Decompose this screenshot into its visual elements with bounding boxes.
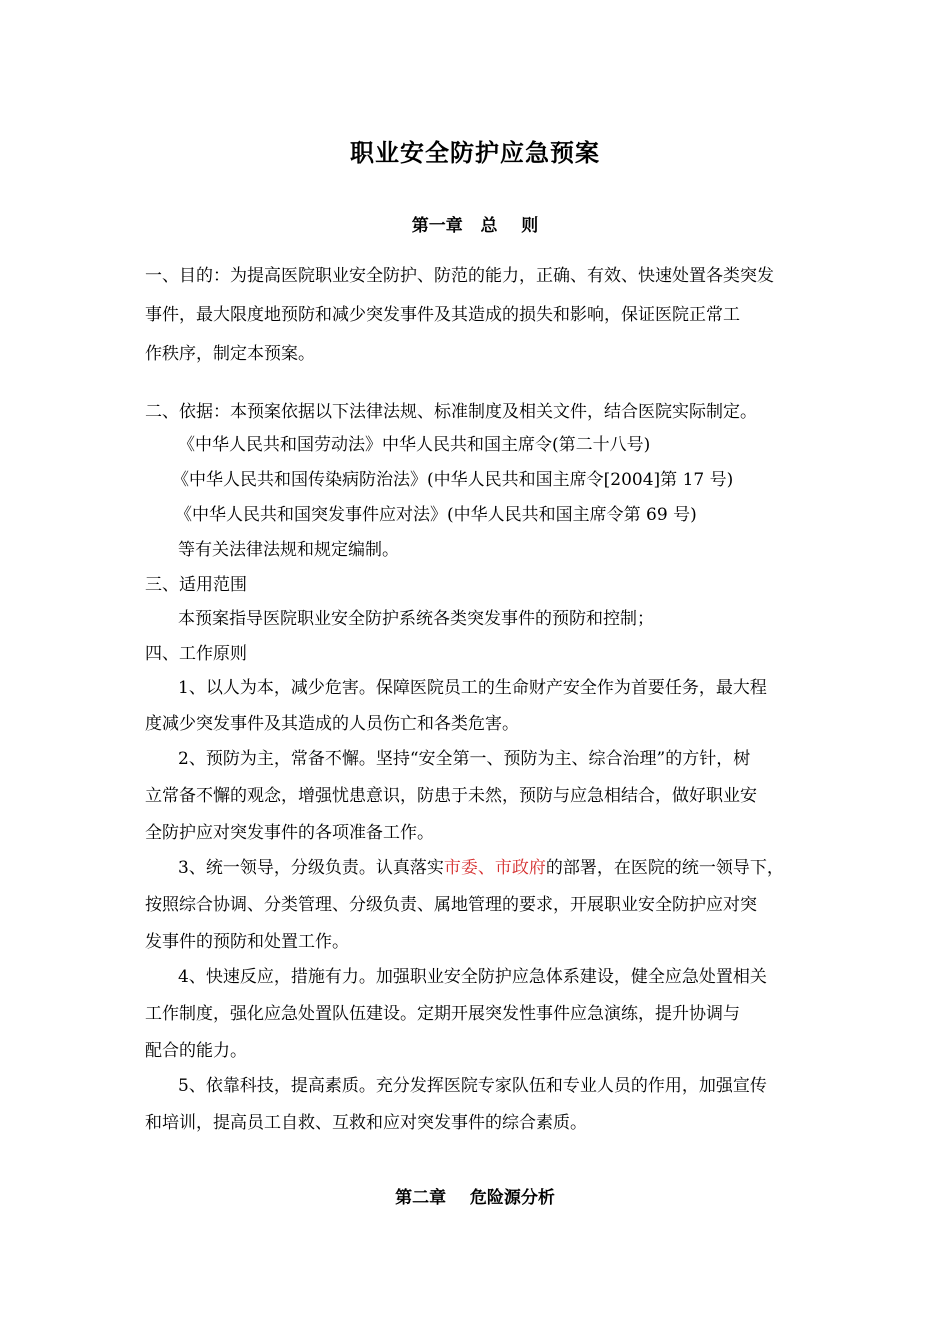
chapter-heading: 第一章 总 则: [411, 216, 539, 236]
paragraph-line: 立常备不懈的观念，增强忧患意识，防患于未然，预防与应急相结合，做好职业安: [145, 786, 757, 806]
law-reference: 《中华人民共和国突发事件应对法》(中华人民共和国主席令第 69 号): [175, 505, 697, 525]
law-reference: 《中华人民共和国劳动法》中华人民共和国主席令(第二十八号): [178, 435, 651, 455]
section-heading: 三、适用范围: [145, 575, 247, 595]
paragraph-line: 按照综合协调、分类管理、分级负责、属地管理的要求，开展职业安全防护应对突: [145, 895, 757, 915]
law-reference: 《中华人民共和国传染病防治法》(中华人民共和国主席令[2004]第 17 号): [172, 470, 734, 490]
paragraph-line: 2、预防为主，常备不懈。坚持“安全第一、预防为主、综合治理”的方针，树: [178, 749, 751, 769]
paragraph-line: 等有关法律法规和规定编制。: [178, 540, 399, 560]
paragraph-line: 二、依据：本预案依据以下法律法规、标准制度及相关文件，结合医院实际制定。: [145, 402, 757, 422]
section-heading: 四、工作原则: [145, 644, 247, 664]
paragraph-text: 的部署，在医院的统一领导下，: [545, 858, 784, 878]
paragraph-line: 1、以人为本，减少危害。保障医院员工的生命财产安全作为首要任务，最大程: [178, 678, 767, 698]
paragraph-line: 全防护应对突发事件的各项准备工作。: [145, 823, 434, 843]
paragraph-line: 4、快速反应，措施有力。加强职业安全防护应急体系建设，健全应急处置相关: [178, 967, 767, 987]
paragraph-line: 作秩序，制定本预案。: [145, 344, 315, 364]
paragraph-line: 和培训，提高员工自救、互救和应对突发事件的综合素质。: [145, 1113, 587, 1133]
paragraph-text: 3、统一领导，分级负责。认真落实: [178, 858, 444, 878]
chapter-heading: 第二章 危险源分析: [395, 1188, 555, 1208]
paragraph-line: 配合的能力。: [145, 1041, 247, 1061]
highlighted-text: 市委、市政府: [443, 858, 546, 878]
paragraph-line: 发事件的预防和处置工作。: [145, 932, 349, 952]
paragraph-line: 一、目的：为提高医院职业安全防护、防范的能力，正确、有效、快速处置各类突发: [145, 266, 774, 286]
paragraph-line: 5、依靠科技，提高素质。充分发挥医院专家队伍和专业人员的作用，加强宣传: [178, 1076, 767, 1096]
paragraph-line: 事件，最大限度地预防和减少突发事件及其造成的损失和影响，保证医院正常工: [145, 305, 740, 325]
paragraph-line: [178, 857, 784, 879]
paragraph-line: 度减少突发事件及其造成的人员伤亡和各类危害。: [145, 714, 519, 734]
document-title: 职业安全防护应急预案: [350, 139, 600, 167]
paragraph-line: 本预案指导医院职业安全防护系统各类突发事件的预防和控制；: [178, 609, 654, 629]
paragraph-line: 工作制度，强化应急处置队伍建设。定期开展突发性事件应急演练，提升协调与: [145, 1004, 740, 1024]
